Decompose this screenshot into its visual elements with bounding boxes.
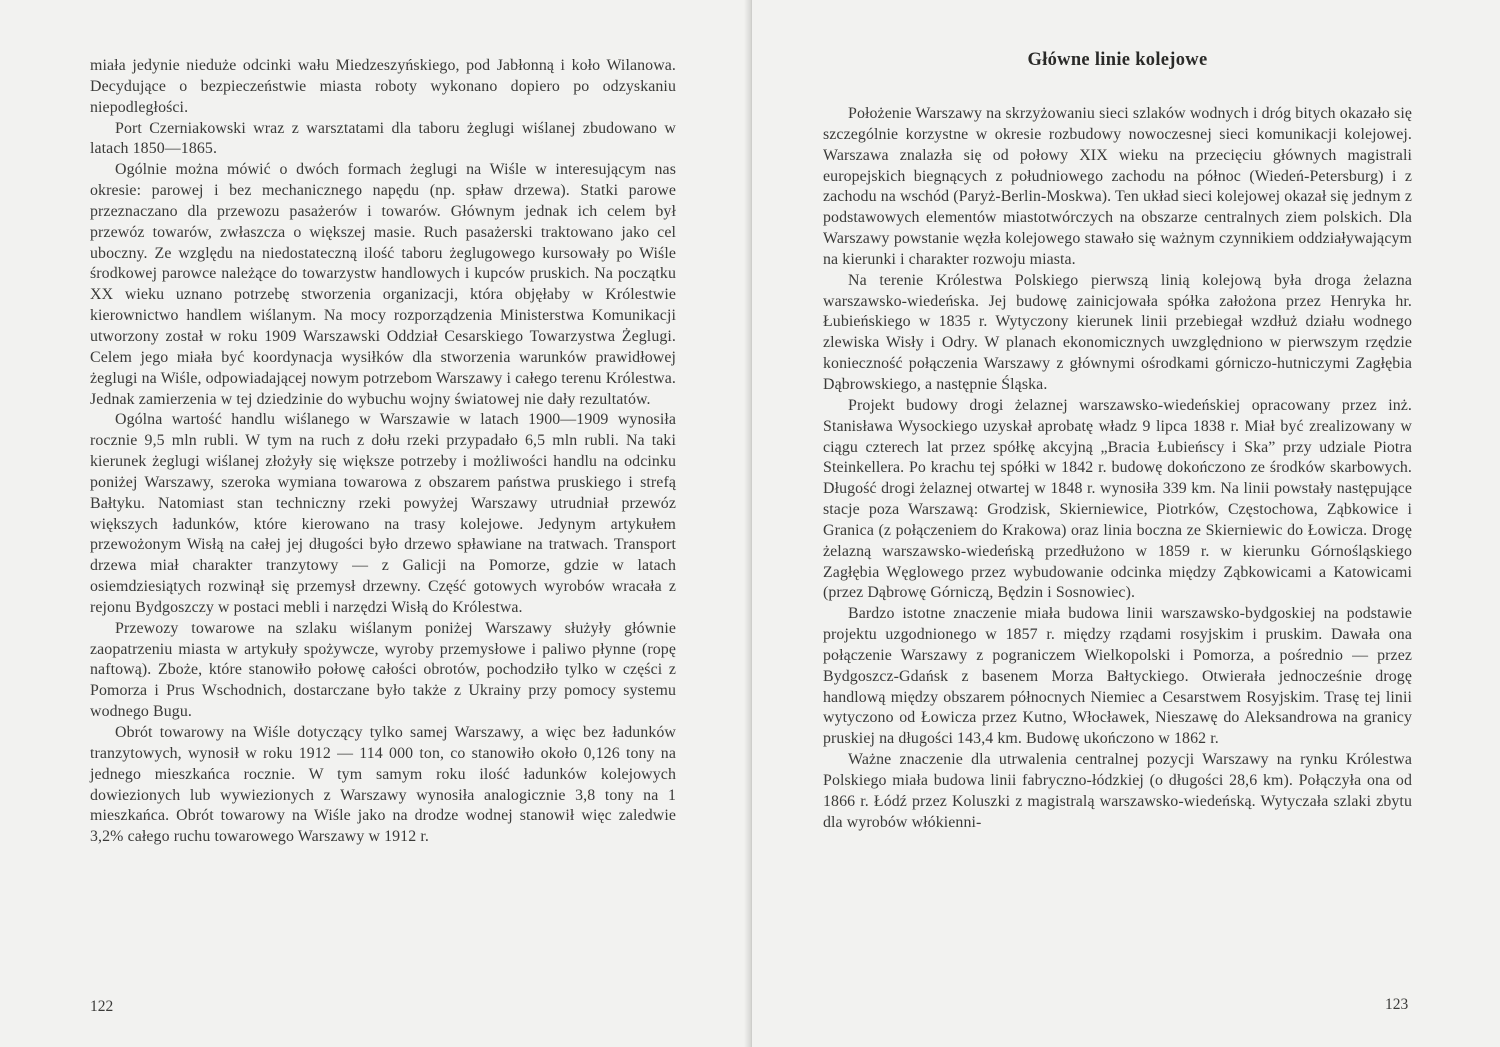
paragraph: Obrót towarowy na Wiśle dotyczący tylko samej Warszawy, a więc bez ładunków tranzytowych, wynosił w roku 1912 — 114 000 ton, co stanowiło około 0,126 tony na jednego mieszkańca rocznie. W tym samym roku ilość ładunków kolejowych dowiezionych lub wywiezionych z Warszawy wynosiła analogicznie 3,8 tony na 1 mieszkańca. Obrót towarowy na Wiśle jako na drodze wodnej stanowił więc zaledwie 3,2% całego ruchu towarowego Warszawy w 1912 r. [90, 724, 676, 846]
paragraph: Położenie Warszawy na skrzyżowaniu sieci szlaków wodnych i dróg bitych okazało się szczególnie korzystne w okresie rozbudowy nowoczesnej sieci komunikacji kolejowej. Warszawa znalazła się od połowy XIX wieku na przecięciu głównych magistrali europejskich biegnących z południowego zachodu na północ (Wiedeń-Petersburg) i z zachodu na wschód (Paryż-Berlin-Moskwa). Ten układ sieci kolejowej okazał się jednym z podstawowych elementów miastotwórczych na obszarze centralnych ziem polskich. Dla Warszawy powstanie węzła kolejowego stawało się ważnym czynnikiem oddziaływającym na kierunki i charakter rozwoju miasta. [823, 105, 1412, 268]
right-page [752, 0, 1500, 1047]
left-page-body [90, 56, 676, 848]
paragraph: Ważne znaczenie dla utrwalenia centralnej pozycji Warszawy na rynku Królestwa Polskiego miała budowa linii fabryczno-łódzkiej (o długości 28,6 km). Połączyła ona od 1866 r. Łódź przez Koluszki z magistralą warszawsko-wiedeńską. Wytyczała szlaki zbytu dla wyrobów włókienni- [823, 751, 1412, 831]
paragraph: Port Czerniakowski wraz z warsztatami dla taboru żeglugi wiślanej zbudowano w latach 1850—1865. [90, 119, 676, 158]
paragraph: Projekt budowy drogi żelaznej warszawsko-wiedeńskiej opracowany przez inż. Stanisława Wysockiego uzyskał aprobatę władz 9 lipca 1838 r. Miał być zrealizowany w ciągu czterech lat przez spółkę akcyjną „Bracia Łubieńscy i Ska” przy udziale Piotra Steinkellera. Po krachu tej spółki w 1842 r. budowę dokończono ze środków skarbowych. Długość drogi żelaznej otwartej w 1848 r. wynosiła 339 km. Na linii powstały następujące stacje poza Warszawą: Grodzisk, Skierniewice, Piotrków, Częstochowa, Ząbkowice i Granica (z połączeniem do Krakowa) oraz linia boczna ze Skierniewic do Łowicza. Drogę żelazną warszawsko-wiedeńską przedłużono w 1859 r. w kierunku Górnośląskiego Zagłębia Węglowego przez wybudowanie odcinka między Ząbkowicami a Katowicami (przez Dąbrowę Górniczą, Będzin i Sosnowiec). [823, 396, 1412, 602]
page-number-right: 123 [1385, 996, 1409, 1013]
paragraph: miała jedynie nieduże odcinki wału Miedzeszyńskiego, pod Jabłonną i koło Wilanowa. Decydujące o bezpieczeństwie miasta roboty wykonano dopiero po odzyskaniu niepodległości. [90, 57, 676, 116]
paragraph: Ogólnie można mówić o dwóch formach żeglugi na Wiśle w interesującym nas okresie: parowej i bez mechanicznego napędu (np. spław drzewa). Statki parowe przeznaczano dla przewozu pasażerów i towarów. Głównym jednak ich celem był przewóz towarów, zwłaszcza o większej masie. Ruch pasażerski traktowano jako cel uboczny. Ze względu na niedostateczną ilość taboru żeglugowego kursowały po Wiśle środkowej parowce należące do towarzystw handlowych i kupców pruskich. Na początku XX wieku uznano potrzebę stworzenia organizacji, która objęłaby w Królestwie kierownictwo handlem wiślanym. Na mocy rozporządzenia Ministerstwa Komunikacji utworzony został w roku 1909 Warszawski Oddział Cesarskiego Towarzystwa Żeglugi. Celem jego miała być koordynacja wysiłków dla stworzenia warunków prawidłowej żeglugi na Wiśle, odpowiadającej nowym potrzebom Warszawy i całego terenu Królestwa. Jednak zamierzenia w tej dziedzinie do wybuchu wojny światowej nie dały rezultatów. [90, 161, 676, 408]
chapter-heading: Główne linie kolejowe [1027, 50, 1208, 70]
page-number-left: 122 [90, 998, 114, 1015]
paragraph: Przewozy towarowe na szlaku wiślanym poniżej Warszawy służyły głównie zaopatrzeniu miasta w artykuły spożywcze, wyroby przemysłowe i paliwo płynne (ropę naftową). Zboże, które stanowiło połowę całości obrotów, pochodziło tylko w części z Pomorza i Prus Wschodnich, dostarczane było także z Ukrainy przy pomocy systemu wodnego Bugu. [90, 619, 676, 721]
paragraph: Bardzo istotne znaczenie miała budowa linii warszawsko-bydgoskiej na podstawie projektu uzgodnionego w 1857 r. między rządami rosyjskim i pruskim. Dawała ona połączenie Warszawy z pograniczem Wielkopolski i Pomorza, a pośrednio — przez Bydgoszcz-Gdańsk z basenem Morza Bałtyckiego. Otwierała jednocześnie drogę handlową między obszarem północnych Niemiec a Cesarstwem Rosyjskim. Trasę tej linii wytyczono od Łowicza przez Kutno, Włocławek, Nieszawę do Aleksandrowa na granicy pruskiej na długości 143,4 km. Budowę ukończono w 1862 r. [823, 605, 1412, 748]
paragraph: Ogólna wartość handlu wiślanego w Warszawie w latach 1900—1909 wynosiła rocznie 9,5 mln rubli. W tym na ruch z dołu rzeki przypadało 6,5 mln rubli. Na taki kierunek żeglugi wiślanej złożyły się większe potrzeby i możliwości handlu na odcinku poniżej Warszawy, szeroka wymiana towarowa z obszarem państwa pruskiego i strefą Bałtyku. Natomiast stan techniczny rzeki powyżej Warszawy utrudniał przewóz większych ładunków, które kierowano na trasy kolejowe. Jedynym artykułem przewożonym Wisłą na całej jej długości było drzewo spławiane na tratwach. Transport drzewa miał charakter tranzytowy — z Galicji na Pomorze, gdzie w latach osiemdziesiątych rozwinął się przemysł drzewny. Część gotowych wyrobów wracała z rejonu Bydgoszczy w postaci mebli i narzędzi Wisłą do Królestwa. [90, 411, 676, 616]
right-page-body [823, 104, 1412, 834]
paragraph: Na terenie Królestwa Polskiego pierwszą linią kolejową była droga żelazna warszawsko-wiedeńska. Jej budowę zainicjowała spółka założona przez Henryka hr. Łubieńskiego w 1835 r. Wytyczony kierunek linii przebiegał wzdłuż działu wodnego zlewiska Wisły i Odry. W planach ekonomicznych uwzględniono w pierwszym rzędzie konieczność połączenia Warszawy z głównymi ośrodkami górniczo-hutniczymi Zagłębia Dąbrowskiego, a następnie Śląska. [823, 271, 1412, 393]
